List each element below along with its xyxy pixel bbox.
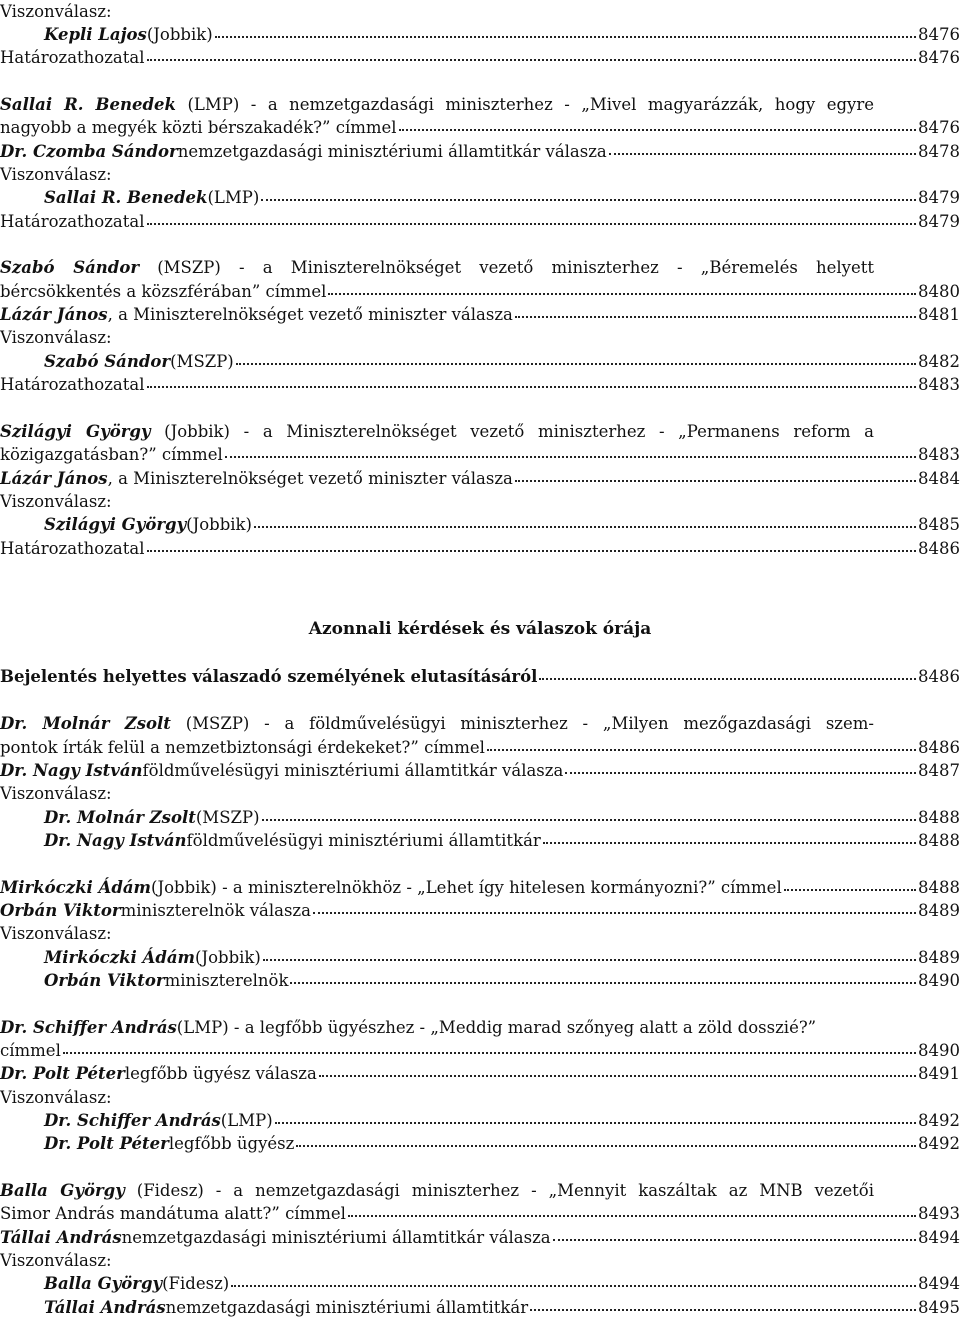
dot-leader xyxy=(515,468,916,485)
page-number: 8483 xyxy=(918,375,960,394)
toc-entry xyxy=(0,186,960,209)
speaker-name: Dr. Schiffer András xyxy=(0,1018,177,1037)
dot-leader xyxy=(147,211,916,228)
page-number: 8480 xyxy=(918,282,960,301)
toc-entry xyxy=(0,467,960,490)
page-number: 8487 xyxy=(918,761,960,780)
speaker-name: Orbán Viktor xyxy=(44,971,165,990)
toc-entry xyxy=(0,1226,960,1249)
entry-text: (Jobbik) xyxy=(146,25,213,44)
entry-text: Viszonválasz: xyxy=(0,924,112,943)
toc-entry xyxy=(0,0,960,23)
dot-leader xyxy=(290,970,916,987)
dot-leader xyxy=(565,760,916,777)
toc-entry xyxy=(0,210,960,233)
toc-entry xyxy=(0,163,960,186)
entry-text: (LMP) xyxy=(207,188,260,207)
entry-text: (MSZP) - a földművelésügyi miniszterhez - „Milyen mezőgazdasági szem- xyxy=(170,714,874,733)
dot-leader xyxy=(231,1273,916,1290)
toc-entry xyxy=(0,350,960,373)
entry-text: (Jobbik) xyxy=(195,948,261,967)
toc-entry xyxy=(0,326,960,349)
entry-text: (LMP) xyxy=(220,1111,273,1130)
dot-leader xyxy=(313,900,916,917)
dot-leader xyxy=(147,538,916,555)
page-number: 8476 xyxy=(918,118,960,137)
page-number: 8483 xyxy=(918,445,960,464)
speaker-name: Sallai R. Benedek xyxy=(0,95,176,114)
page-number: 8488 xyxy=(918,878,960,897)
dot-leader xyxy=(609,141,916,158)
toc-entry xyxy=(0,1062,960,1085)
dot-leader xyxy=(319,1063,916,1080)
toc-entry xyxy=(0,1179,960,1202)
speaker-name: Dr. Polt Péter xyxy=(0,1064,125,1083)
toc-entry xyxy=(0,665,960,688)
dot-leader xyxy=(262,807,916,824)
entry-text: Viszonválasz: xyxy=(0,1088,112,1107)
speaker-name: Dr. Nagy István xyxy=(0,761,143,780)
page-number: 8476 xyxy=(918,48,960,67)
entry-text: Bejelentés helyettes válaszadó személyének elutasításáról xyxy=(0,667,538,686)
page-number: 8479 xyxy=(918,212,960,231)
page-number: 8489 xyxy=(918,901,960,920)
entry-text: miniszterelnök xyxy=(164,971,289,990)
toc-entry xyxy=(0,1109,960,1132)
toc-entry xyxy=(0,116,960,139)
toc-entry xyxy=(0,946,960,969)
page-number: 8478 xyxy=(918,142,960,161)
entry-text: Viszonválasz: xyxy=(0,1251,112,1270)
entry-text: Viszonválasz: xyxy=(0,328,112,347)
speaker-name: Szilágyi György xyxy=(0,422,151,441)
speaker-name: Balla György xyxy=(44,1274,163,1293)
entry-text: Határozathozatal xyxy=(0,48,145,67)
page-number: 8490 xyxy=(918,971,960,990)
page-number: 8476 xyxy=(918,25,960,44)
toc-entry xyxy=(0,1016,960,1039)
dot-leader xyxy=(263,947,916,964)
toc-entry xyxy=(0,140,960,163)
toc-entry xyxy=(0,93,960,116)
section-title xyxy=(0,618,960,641)
page-number: 8486 xyxy=(918,667,960,686)
toc-entry xyxy=(0,490,960,513)
dot-leader xyxy=(147,47,916,64)
speaker-name: Dr. Schiffer András xyxy=(44,1111,221,1130)
page-number: 8485 xyxy=(918,515,960,534)
entry-text: , a Miniszterelnökséget vezető miniszter válasza xyxy=(107,469,513,488)
entry-text: (MSZP) - a Miniszterelnökséget vezető miniszterhez - „Béremelés helyett xyxy=(139,258,874,277)
page-number: 8484 xyxy=(918,469,960,488)
speaker-name: Dr. Czomba Sándor xyxy=(0,142,178,161)
page-number: 8488 xyxy=(918,831,960,850)
page-number: 8491 xyxy=(918,1064,960,1083)
dot-leader xyxy=(275,1110,916,1127)
entry-text: címmel xyxy=(0,1041,61,1060)
entry-text: (Fidesz) - a nemzetgazdasági miniszterhez - „Mennyit kaszáltak az MNB vezetői xyxy=(124,1181,874,1200)
toc-entry xyxy=(0,420,960,443)
page-number: 8486 xyxy=(918,738,960,757)
toc-entry xyxy=(0,1086,960,1109)
speaker-name: Mirkóczki Ádám xyxy=(44,948,196,967)
speaker-name: Lázár János xyxy=(0,469,108,488)
section-title-text: Azonnali kérdések és válaszok órája xyxy=(308,619,652,639)
speaker-name: Szabó Sándor xyxy=(44,352,171,371)
toc-entry xyxy=(0,303,960,326)
speaker-name: Lázár János xyxy=(0,305,108,324)
speaker-name: Balla György xyxy=(0,1181,125,1200)
dot-leader xyxy=(147,374,916,391)
toc-entry xyxy=(0,806,960,829)
toc-entry xyxy=(0,712,960,735)
entry-text: Határozathozatal xyxy=(0,375,145,394)
toc-entry xyxy=(0,373,960,396)
entry-text: Simor András mandátuma alatt?” címmel xyxy=(0,1204,346,1223)
entry-text: nemzetgazdasági minisztériumi államtitkár válasza xyxy=(177,142,607,161)
toc-entry xyxy=(0,1296,960,1319)
entry-text: (LMP) - a legfőbb ügyészhez - „Meddig marad szőnyeg alatt a zöld dosszié?” xyxy=(176,1018,817,1037)
entry-text: nagyobb a megyék közti bérszakadék?” címmel xyxy=(0,118,397,137)
entry-text: Viszonválasz: xyxy=(0,165,112,184)
dot-leader xyxy=(236,351,916,368)
toc-entry xyxy=(0,280,960,303)
page-number: 8492 xyxy=(918,1111,960,1130)
dot-leader xyxy=(399,117,916,134)
entry-text: Határozathozatal xyxy=(0,212,145,231)
dot-leader xyxy=(784,877,916,894)
entry-text: (Jobbik) - a miniszterelnökhöz - „Lehet így hitelesen kormányozni?” címmel xyxy=(151,878,782,897)
dot-leader xyxy=(261,187,916,204)
speaker-name: Orbán Viktor xyxy=(0,901,121,920)
speaker-name: Dr. Molnár Zsolt xyxy=(0,714,171,733)
toc-entry xyxy=(0,782,960,805)
entry-text: nemzetgazdasági minisztériumi államtitkár xyxy=(165,1298,529,1317)
toc-entry xyxy=(0,876,960,899)
toc-entry xyxy=(0,1202,960,1225)
dot-leader xyxy=(63,1040,916,1057)
toc-entry xyxy=(0,759,960,782)
entry-text: pontok írták felül a nemzetbiztonsági érdekeket?” címmel xyxy=(0,738,485,757)
speaker-name: Szilágyi György xyxy=(44,515,187,534)
speaker-name: Sallai R. Benedek xyxy=(44,188,208,207)
dot-leader xyxy=(296,1133,916,1150)
entry-text: legfőbb ügyész xyxy=(168,1134,295,1153)
toc-entry xyxy=(0,1039,960,1062)
speaker-name: Mirkóczki Ádám xyxy=(0,878,152,897)
toc-entry xyxy=(0,829,960,852)
speaker-name: Szabó Sándor xyxy=(0,258,140,277)
dot-leader xyxy=(348,1203,916,1220)
entry-text: (Fidesz) xyxy=(162,1274,230,1293)
entry-text: bércsökkentés a közszférában” címmel xyxy=(0,282,327,301)
entry-text: Viszonválasz: xyxy=(0,784,112,803)
dot-leader xyxy=(530,1297,916,1314)
page-number: 8489 xyxy=(918,948,960,967)
speaker-name: Tállai András xyxy=(0,1228,122,1247)
page-number: 8482 xyxy=(918,352,960,371)
entry-text: miniszterelnök válasza xyxy=(120,901,311,920)
page-number: 8494 xyxy=(918,1274,960,1293)
dot-leader xyxy=(215,24,916,41)
page-number: 8492 xyxy=(918,1134,960,1153)
speaker-name: Dr. Nagy István xyxy=(44,831,187,850)
entry-text: (MSZP) xyxy=(195,808,260,827)
toc-entry xyxy=(0,46,960,69)
entry-text: (LMP) - a nemzetgazdasági miniszterhez - „Mivel magyarázzák, hogy egyre xyxy=(175,95,875,114)
entry-text: , a Miniszterelnökséget vezető miniszter válasza xyxy=(107,305,513,324)
dot-leader xyxy=(328,281,916,298)
entry-text: Viszonválasz: xyxy=(0,2,112,21)
page-number: 8479 xyxy=(918,188,960,207)
dot-leader xyxy=(487,737,916,754)
page-number: 8493 xyxy=(918,1204,960,1223)
toc-entry xyxy=(0,969,960,992)
entry-text: Viszonválasz: xyxy=(0,492,112,511)
dot-leader xyxy=(543,830,916,847)
entry-text: (MSZP) xyxy=(170,352,234,371)
page-number: 8494 xyxy=(918,1228,960,1247)
page-number: 8486 xyxy=(918,539,960,558)
toc-entry xyxy=(0,899,960,922)
dot-leader xyxy=(225,444,916,461)
toc-entry xyxy=(0,256,960,279)
entry-text: (Jobbik) xyxy=(186,515,252,534)
toc-entry xyxy=(0,513,960,536)
page-number: 8488 xyxy=(918,808,960,827)
speaker-name: Kepli Lajos xyxy=(44,25,147,44)
speaker-name: Dr. Molnár Zsolt xyxy=(44,808,196,827)
toc-entry xyxy=(0,1132,960,1155)
speaker-name: Dr. Polt Péter xyxy=(44,1134,169,1153)
entry-text: legfőbb ügyész válasza xyxy=(124,1064,317,1083)
toc-entry xyxy=(0,1249,960,1272)
entry-text: Határozathozatal xyxy=(0,539,145,558)
entry-text: földművelésügyi minisztériumi államtitkár válasza xyxy=(142,761,564,780)
toc-entry xyxy=(0,922,960,945)
entry-text: nemzetgazdasági minisztériumi államtitkár válasza xyxy=(121,1228,551,1247)
toc-entry xyxy=(0,537,960,560)
page-number: 8481 xyxy=(918,305,960,324)
toc-entry xyxy=(0,443,960,466)
toc-entry xyxy=(0,736,960,759)
dot-leader xyxy=(254,514,916,531)
entry-text: közigazgatásban?” címmel xyxy=(0,445,223,464)
page-number: 8490 xyxy=(918,1041,960,1060)
entry-text: (Jobbik) - a Miniszterelnökséget vezető miniszterhez - „Permanens reform a xyxy=(150,422,875,441)
page-number: 8495 xyxy=(918,1298,960,1317)
dot-leader xyxy=(553,1227,916,1244)
dot-leader xyxy=(515,304,916,321)
toc-entry xyxy=(0,23,960,46)
speaker-name: Tállai András xyxy=(44,1298,166,1317)
dot-leader xyxy=(539,666,916,683)
entry-text: földművelésügyi minisztériumi államtitkár xyxy=(186,831,541,850)
toc-entry xyxy=(0,1272,960,1295)
